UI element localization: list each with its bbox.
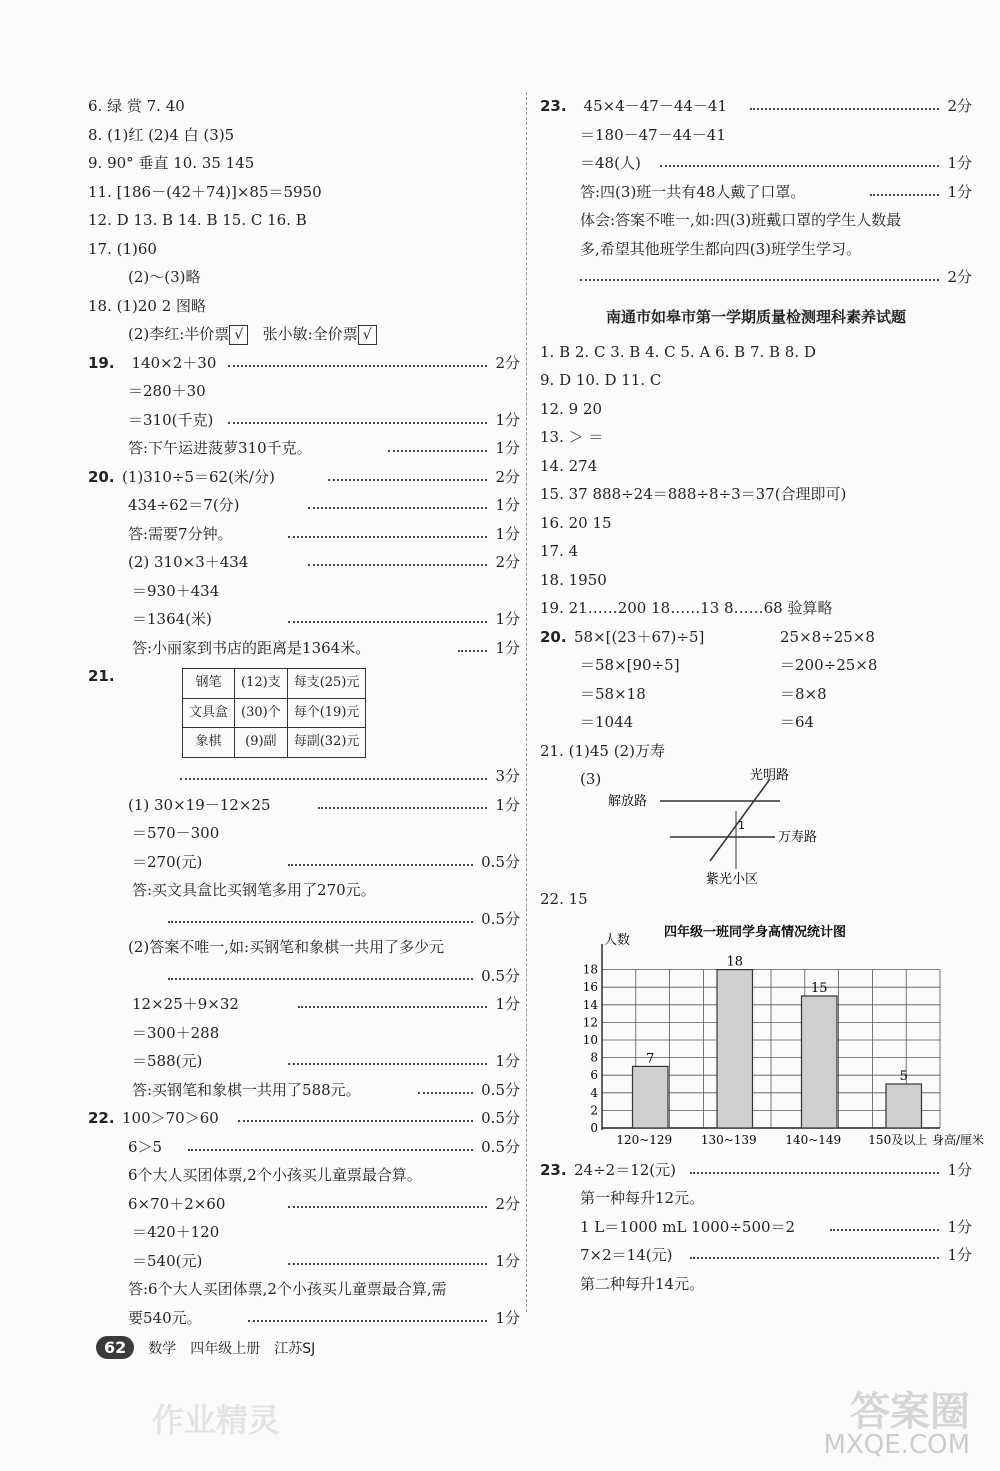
y-tick-label: 4 [590,1085,598,1100]
answer-line: 7×2＝14(元) 1分 [540,1241,972,1270]
answer-line: 17. (1)60 [88,239,157,258]
grade: 四年级上册 [190,1340,261,1357]
check-icon: √ [229,325,248,345]
answer-line: 23. 45×4－47－44－41 2分 [540,92,972,121]
y-tick-label: 2 [590,1102,598,1117]
answer-line: 答:下午运进菠萝310千克。 1分 [88,434,520,463]
answer-line: ＝58×18 ＝8×8 [580,684,827,703]
answer-line: 20. (1)310÷5＝62(米/分) 2分 [88,463,520,492]
x-axis-label: 身高/厘米 [931,1132,985,1147]
y-tick-label: 0 [590,1120,598,1135]
answer-line: 多,希望其他班学生都向四(3)班学生学习。 [580,239,862,258]
data-label: 7 [646,1050,655,1066]
answer-line: 6个大人买团体票,2个小孩买儿童票最合算。 [128,1166,422,1184]
data-label: 15 [810,980,828,996]
road-label: 解放路 [608,794,648,809]
answer-line: (2)李红:半价票 √ 张小敏:全价票 √ [88,320,520,349]
y-tick-label: 8 [590,1050,598,1065]
answer-line: 答:需要7分钟。 1分 [88,520,520,549]
answer-line: 22. 15 [540,890,588,908]
goods-table [182,668,366,758]
bar [886,1084,921,1128]
answer-line: 13. ＞ ＝ [540,428,604,446]
road-diagram: (3) 光明路 解放路 万寿路 紫光小区 1 [540,765,972,885]
answer-line: 14. 274 [540,456,598,475]
url-watermark: MXQE.COM [823,1430,970,1460]
answer-line: ＝930＋434 [132,581,220,600]
y-tick-label: 12 [582,1014,598,1029]
section-title: 南通市如皋市第一学期质量检测理科素养试题 [605,307,906,326]
answer-line: 19. 140×2＋30 2分 [88,349,520,378]
answer-line: 23. 24÷2＝12(元) 1分 [540,1156,972,1185]
answer-line: 0.5分 [88,962,520,991]
answer-line: 0.5分 [88,905,520,934]
answer-line: 答:小丽家到书店的距离是1364米。 1分 [88,634,520,663]
y-tick-label: 16 [582,979,598,994]
answer-line: (1) 30×19－12×25 1分 [88,791,520,820]
road-map-diagram [600,765,920,885]
table-row: 文具盒 (30)个 每个(19)元 [183,698,366,728]
answer-line: 答:买钢笔和象棋一共用了588元。 0.5分 [88,1076,520,1105]
brand-watermark: 答案圈 [850,1389,970,1435]
answer-line: ＝270(元) 0.5分 [88,848,520,877]
subject: 数学 [148,1340,177,1357]
answer-line: 第一种每升12元。 [580,1189,705,1207]
answer-line: ＝1044 ＝64 [580,713,815,731]
answer-line: ＝48(人) 1分 [540,149,972,178]
answer-line: 答:四(3)班一共有48人戴了口罩。 1分 [540,178,972,207]
answer-line: 要540元。 1分 [88,1304,520,1333]
answer-line: 第二种每升14元。 [580,1274,705,1293]
answer-line: ＝540(元) 1分 [88,1247,520,1276]
answer-line: 9. 90° 垂直 10. 35 145 [88,154,255,172]
answer-line: 15. 37 888÷24＝888÷8÷3＝37(合理即可) [540,485,847,503]
answer-line: 20. 58×[(23＋67)÷5] 25×8÷25×8 [540,627,875,646]
answer-line: 答:买文具盒比买钢笔多用了270元。 [132,881,376,899]
answer-line: 体会:答案不唯一,如:四(3)班戴口罩的学生人数最 [580,211,902,229]
answer-line: ＝1364(米) 1分 [88,605,520,634]
bar [717,969,752,1127]
answer-line: (2) 310×3＋434 2分 [88,548,520,577]
answer-line: ＝300＋288 [132,1023,220,1042]
road-label: 光明路 [750,768,790,783]
angle-label: 1 [738,819,745,832]
place-label: 紫光小区 [706,872,759,887]
answer-line: 答:6个大人买团体票,2个小孩买儿童票最合算,需 [128,1280,447,1298]
answer-line: 6. 绿 赏 7. 40 [88,97,185,115]
y-axis-label: 人数 [604,932,631,948]
table-row: 象棋 (9)副 每副(32)元 [183,728,366,758]
check-icon: √ [358,325,377,345]
answer-line: 6＞5 0.5分 [88,1133,520,1162]
answer-line: 434÷62＝7(分) 1分 [88,491,520,520]
answer-line: 12. D 13. B 14. B 15. C 16. B [88,211,307,229]
answer-line: 6×70＋2×60 2分 [88,1190,520,1219]
answer-line: 1. B 2. C 3. B 4. C 5. A 6. B 7. B 8. D [540,342,816,361]
stamp-watermark: 作业精灵 [152,1401,281,1439]
height-chart [540,914,985,1156]
y-tick-label: 18 [582,962,598,977]
answer-line: 3分 [88,762,520,791]
right-column [540,92,985,1298]
answer-line: 21. (1)45 (2)万寿 [540,741,665,760]
column-divider [526,92,527,1312]
x-tick-label: 130~139 [700,1132,757,1147]
answer-line: 16. 20 15 [540,513,612,532]
answer-line: 18. (1)20 2 图略 [88,296,207,315]
answer-line: ＝280＋30 [128,382,206,400]
answer-line: ＝570－300 [132,824,220,842]
x-tick-label: 140~149 [785,1132,842,1147]
left-column [88,92,520,1332]
answer-line: 2分 [540,263,972,292]
answer-line: 8. (1)红 (2)4 白 (3)5 [88,125,235,144]
data-label: 18 [726,954,744,970]
table-row: 钢笔 (12)支 每支(25)元 [183,669,366,699]
chart-title: 四年级一班同学身高情况统计图 [663,924,847,940]
edition: 江苏SJ [274,1340,316,1357]
y-tick-label: 10 [582,1032,598,1047]
answer-line: ＝588(元) 1分 [88,1047,520,1076]
answer-line: 9. D 10. D 11. C [540,371,662,389]
answer-line: 12×25＋9×32 1分 [88,990,520,1019]
bar [633,1066,668,1128]
x-tick-label: 120~129 [616,1132,673,1147]
answer-line: ＝420＋120 [132,1223,220,1241]
page-footer [96,1336,329,1359]
bar-chart [540,914,985,1156]
answer-line: 18. 1950 [540,570,607,589]
bar [802,996,837,1128]
x-tick-label: 150及以上 [868,1132,928,1147]
data-label: 5 [899,1068,908,1084]
answer-line: ＝180－47－44－41 [580,125,726,144]
answer-line: (2)答案不唯一,如:买钢笔和象棋一共用了多少元 [128,938,445,956]
answer-line: 11. [186－(42＋74)]×85＝5950 [88,182,322,201]
answer-line: 19. 21……200 18……13 8……68 验算略 [540,599,833,617]
answer-line: 22. 100＞70＞60 0.5分 [88,1104,520,1133]
answer-line: 1 L＝1000 mL 1000÷500＝2 1分 [540,1213,972,1242]
answer-line: ＝310(千克) 1分 [88,406,520,435]
page-number: 62 [96,1336,134,1359]
y-tick-label: 6 [590,1067,598,1082]
answer-line: 17. 4 [540,542,579,560]
y-tick-label: 14 [582,997,598,1012]
answer-line: ＝58×[90÷5] ＝200÷25×8 [580,656,878,674]
answer-line: 21. 钢笔 (12)支 每支(25)元 文具盒 (30)个 每个(19)元 象棋 (9)副 每副(32)元 [88,662,520,762]
road-label: 万寿路 [778,830,818,845]
answer-line: (2)～(3)略 [128,268,201,286]
answer-line: 12. 9 20 [540,399,603,418]
